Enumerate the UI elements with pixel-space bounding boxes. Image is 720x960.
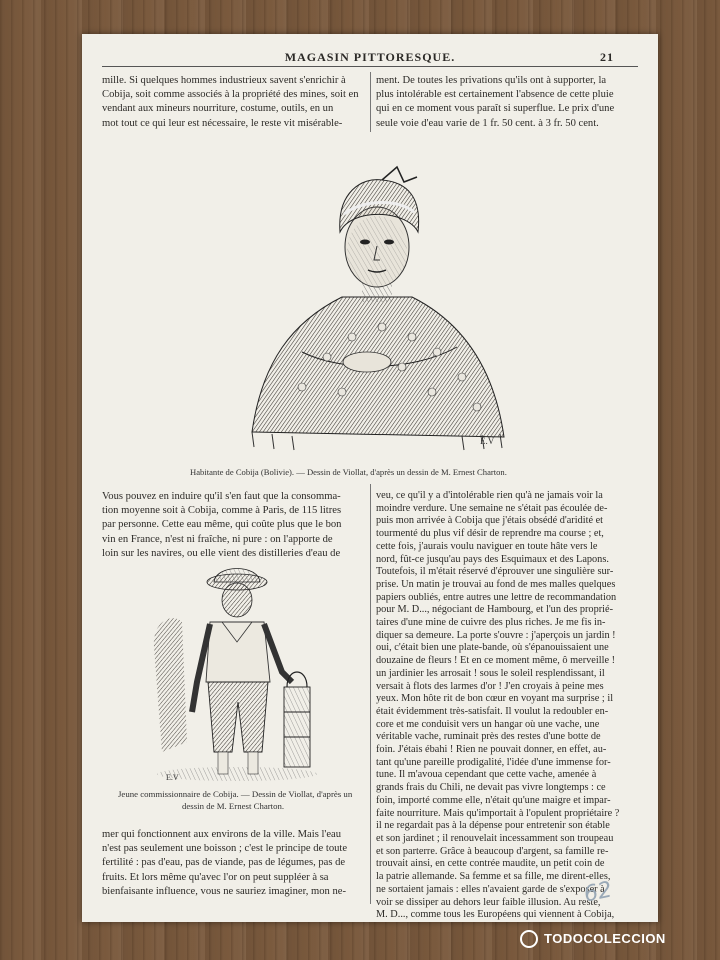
text-line: foin, importé comme elle, n'était qu'une maigre et impar-: [376, 794, 611, 806]
text-line: tune. Il m'avoua cependant que cette vache, amenée à: [376, 769, 597, 781]
text-line: mer qui fonctionnent aux environs de la ville. Mais l'eau: [102, 829, 342, 840]
text-line: prise. Un matin je trouvai au fond de mes malles quelques: [376, 578, 616, 590]
top-right-column: [376, 74, 638, 131]
text-line: puis mon arrivée à Cobija que j'étais obsédé d'aridité et: [376, 515, 604, 527]
text-line: tant qu'une pareille prodigalité, l'idée d'une immense for-: [376, 756, 611, 768]
running-title: MAGASIN PITTORESQUE.: [284, 50, 456, 64]
text-line: M. D..., comme tous les Européens qui viennent à Cobija,: [376, 909, 615, 921]
text-line: trouvait ainsi, en cette contrée maudite, un petit coin de: [376, 858, 605, 870]
text-line: vendant aux mineurs nourriture, costume, outils, en un: [102, 103, 334, 115]
text-line: papiers oubliés, entre autres une lettre de recommandation: [376, 591, 617, 603]
text-line: seule voie d'eau varie de 1 fr. 50 cent. à 3 fr. 50 cent.: [376, 117, 599, 129]
text-line: tion moyenne soit à Cobija, comme à Paris, de 115 litres: [102, 505, 342, 517]
text-line: faite nourriture. Mais qu'importait à l'opulent propriétaire ?: [376, 807, 620, 819]
text-line: fruits. Et lors même qu'avec l'or on peut suppléer à sa: [102, 871, 329, 883]
engraver-monogram: E.V: [480, 436, 495, 446]
text-line: taires d'une mine de cuivre des plus riches. Je me fis in-: [376, 617, 606, 629]
text-line: moindre verdure. Une semaine ne s'était pas écoulée de-: [376, 502, 608, 514]
text-line: et son parterre. Grâce à beaucoup d'argent, sa famille re-: [376, 845, 609, 857]
figure-caption-boy: [118, 788, 368, 812]
text-line: nord, fût-ce jusqu'au pays des Esquimaux et des Lapons.: [376, 553, 609, 565]
right-column: [376, 490, 638, 922]
text-line: ne sortaient jamais : elles n'avaient garde de s'exposer à: [376, 883, 605, 895]
text-line: bienfaisante influence, vous ne sauriez imaginer, mon ne-: [102, 885, 347, 897]
text-line: loin sur les navires, ou elle vient des distilleries d'eau de: [102, 547, 341, 559]
text-line: il ne regardait pas à la dépense pour entretenir son étable: [376, 820, 610, 832]
pencil-annotation: 62: [581, 877, 615, 908]
book-page: [82, 34, 658, 922]
engraving-woman: [232, 162, 522, 452]
text-line: Vous pouvez en induire qu'il s'en faut que la consomma-: [102, 491, 341, 502]
engraver-monogram: E.V: [166, 773, 179, 782]
text-line: pour M. D..., négociant de Hambourg, et l'un des proprié-: [376, 604, 614, 616]
left-column-upper: [102, 490, 364, 561]
text-line: mot tout ce qui leur est nécessaire, le reste vit misérable-: [102, 117, 343, 129]
text-line: oui, c'était bien une plate-bande, où s'épanouissaient une: [376, 642, 609, 654]
text-line: veu, ce qu'il y a d'intolérable rien qu'à ne jamais voir la: [376, 490, 603, 501]
text-line: était évidemment très-satisfait. Il voulut la redoubler en-: [376, 705, 609, 717]
caption-line: Jeune commissionnaire de Cobija. — Dessin de Viollat, d'après un: [118, 789, 353, 799]
page-number: 21: [600, 50, 614, 64]
text-line: ment. De toutes les privations qu'ils ont à supporter, la: [376, 75, 607, 86]
text-line: un jardinier les arrosait ! sous le soleil resplendissant, il: [376, 667, 605, 679]
text-line: diquer sa demeure. La porte s'ouvre : j'aperçois un jardin !: [376, 629, 616, 641]
text-line: véritable vache, ruminait près des restes d'une botte de: [376, 731, 601, 743]
engraving-boy: [142, 562, 342, 787]
text-line: Cobija, soit comme associés à la propriété des mines, soit en: [102, 89, 359, 101]
top-left-column: [102, 74, 364, 131]
stamp-text: TODOCOLECCION: [544, 931, 666, 946]
text-line: core et me conduisit vers un hangar où une vache, une: [376, 718, 600, 730]
text-line: fertilité : pas d'eau, pas de viande, pas de légumes, pas de: [102, 857, 346, 869]
text-line: yeux. Mon hôte rit de bon cœur en voyant ma surprise ; il: [376, 693, 614, 705]
left-column-lower: [102, 828, 364, 899]
text-line: voir se dissiper au dehors leur faible illusion. Au reste,: [376, 896, 601, 908]
column-divider: [370, 484, 371, 904]
watermark-stamp: [520, 928, 700, 950]
text-line: vin en France, n'est ni fraîche, ni pure : on l'apporte de: [102, 533, 333, 545]
header-rule: [102, 66, 638, 67]
stamp-logo-icon: [520, 930, 538, 948]
column-divider: [370, 72, 371, 132]
text-line: foin. J'étais ébahi ! Rien ne pouvait donner, en effet, au-: [376, 744, 607, 756]
text-line: plus intolérable est certainement l'absence de cette pluie: [376, 89, 614, 101]
figure-caption-woman: Habitante de Cobija (Bolivie). — Dessin de Viollat, d'après un dessin de M. Ernest Charton.: [190, 467, 507, 477]
text-line: grands frais du Chili, ne devait pas vivre longtemps : ce: [376, 782, 606, 794]
text-line: Toutefois, il m'était réservé d'éprouver une singulière sur-: [376, 566, 614, 578]
text-line: versait à flots des larmes d'or ! J'en croyais à peine mes: [376, 680, 604, 692]
text-line: tourmenté du plus vif désir de reprendre ma course ; et,: [376, 528, 604, 540]
text-line: cette fois, j'aurais voulu naviguer en toute hâte vers le: [376, 540, 598, 552]
text-line: la patrie allemande. Sa femme et sa fille, me dirent-elles,: [376, 871, 611, 883]
text-line: douzaine de fleurs ! Et en ce moment même, ô merveille !: [376, 655, 616, 667]
text-line: qui en ce moment vous paraît si superflue. Le prix d'une: [376, 103, 615, 115]
text-line: mille. Si quelques hommes industrieux savent s'enrichir à: [102, 75, 346, 86]
text-line: n'est pas seulement une boisson ; c'est le principe de toute: [102, 843, 348, 855]
caption-line: dessin de M. Ernest Charton.: [182, 801, 285, 811]
text-line: par personne. Cette eau même, qui coûte plus que le bon: [102, 519, 342, 531]
text-line: et son jardinet ; il renouvelait incessamment son troupeau: [376, 832, 614, 844]
